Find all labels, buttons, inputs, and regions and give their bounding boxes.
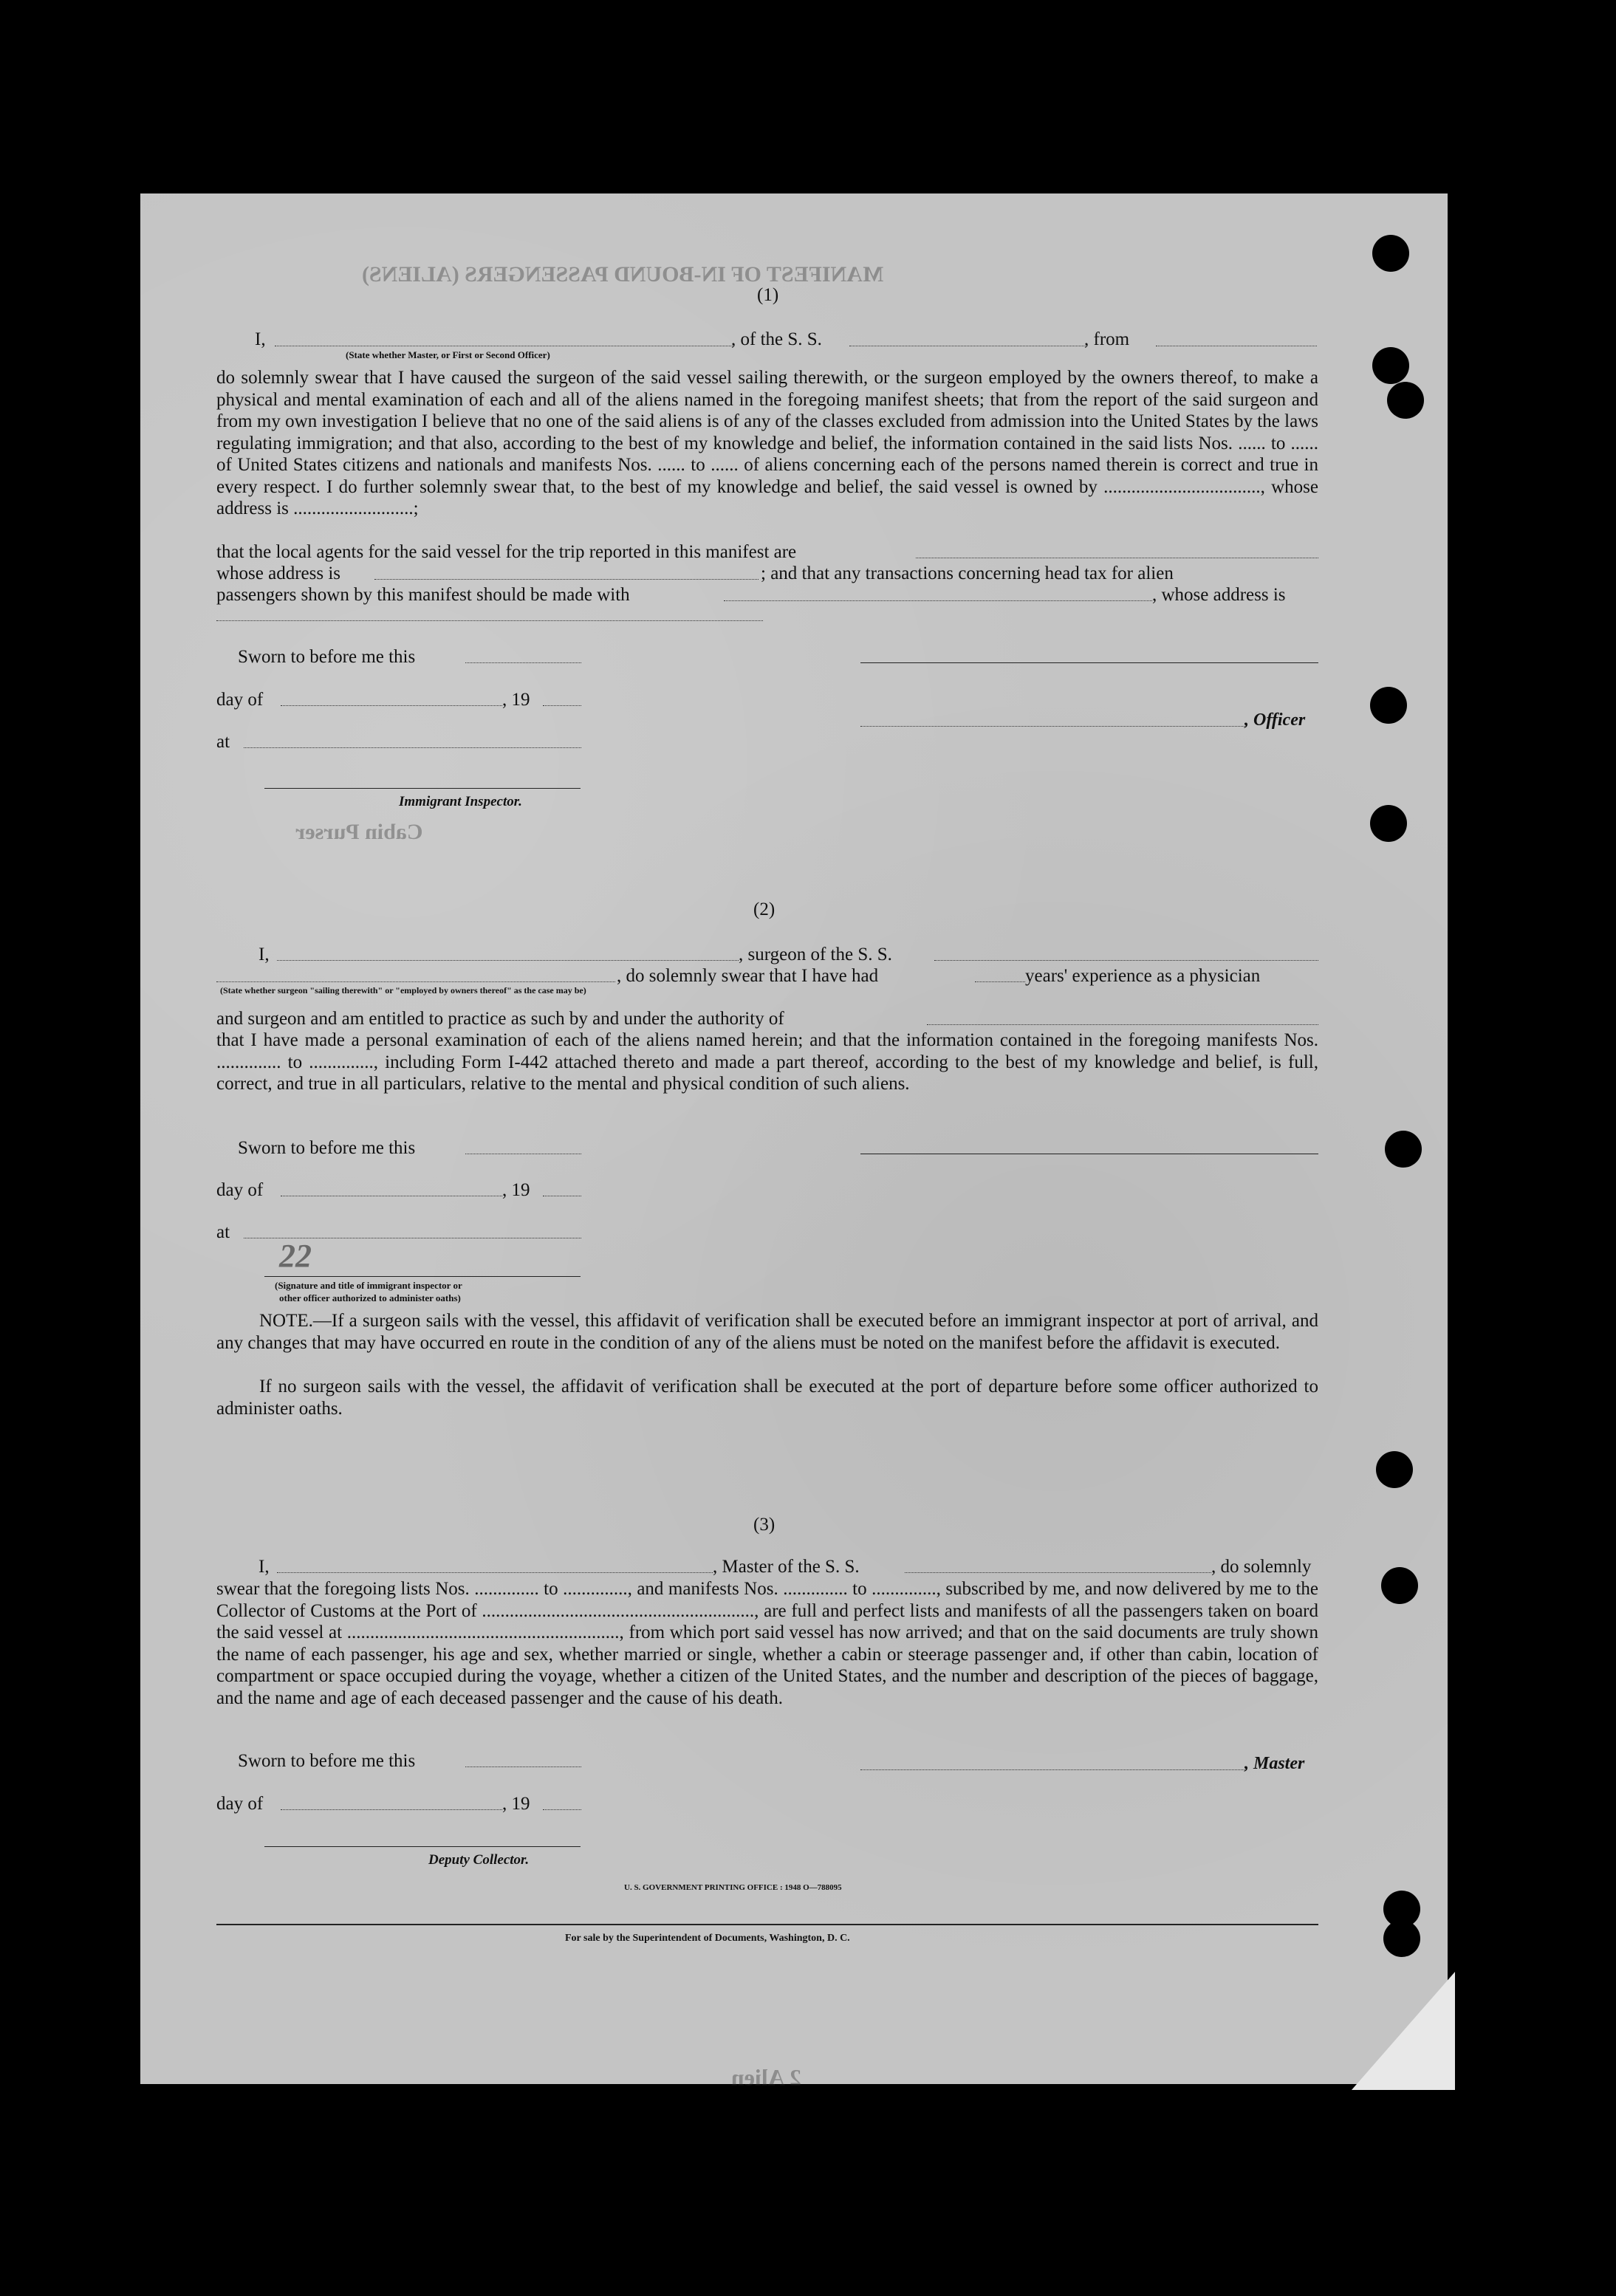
at-field [244,747,581,748]
year-label-3: , 19 [502,1794,530,1814]
master-signature-field [860,1769,1244,1770]
day-of-label: day of [216,690,264,710]
head-tax-contact-field [724,600,1152,601]
year-field-3 [543,1809,581,1810]
inspector-signature-line [264,788,581,789]
master-intro: I, [259,1557,270,1577]
immigrant-inspector-title: Immigrant Inspector. [399,794,522,809]
punch-hole [1372,347,1409,384]
deputy-collector-title: Deputy Collector. [428,1852,530,1868]
day-of-label-2: day of [216,1180,264,1200]
head-tax-text: ; and that any transactions concerning head tax for alien [761,563,1174,583]
bleed-through-number: 2 Alien [731,2064,802,2091]
head-tax-contact-label: passengers shown by this manifest should be made with [216,585,630,605]
solemnly-label: , do solemnly [1211,1557,1312,1577]
surgeon-vessel-field [934,960,1318,961]
footer-rule [216,1924,1318,1925]
punch-hole [1383,1920,1420,1957]
punch-hole [1370,805,1407,842]
surgeon-intro: I, [259,945,270,964]
punch-hole [1376,1451,1413,1488]
section-2-oath-text: that I have made a personal examination of each of the aliens named herein; and that the information contained in the foregoing manifests Nos. .............. to .............., including Form I-442 attached thereto and made a part thereof, according to the best of my knowledge and belief, is full, correct, and true in all particulars, relative to the mental and physical condition of such aliens. [216,1030,1318,1094]
signature-note-line-2: other officer authorized to administer oaths) [279,1292,461,1303]
officer-signature-line [860,662,1318,663]
vessel-label: , of the S. S. [731,329,822,349]
officer-intro: I, [255,329,266,349]
surgeon-type-note: (State whether surgeon "sailing therewith" or "employed by owners thereof" as the case may be) [220,985,586,995]
section-1-heading: (1) [757,285,779,305]
authority-label: and surgeon and am entitled to practice as such by and under the authority of [216,1009,784,1029]
officer-title: , Officer [1244,710,1306,730]
gpo-imprint: U. S. GOVERNMENT PRINTING OFFICE : 1948 O—788095 [624,1883,842,1892]
master-vessel-field [905,1572,1211,1573]
bleed-through-purser: Cabin Purser [295,820,423,844]
contact-address-label: , whose address is [1152,585,1286,605]
sworn-label-3: Sworn to before me this [238,1751,416,1771]
officer-title-note: (State whether Master, or First or Second Officer) [346,349,550,360]
at-label: at [216,732,230,752]
sworn-field [465,662,581,663]
contact-address-field [216,620,763,621]
surgeon-type-field [216,981,615,982]
authority-field [927,1024,1318,1025]
local-agents-label: that the local agents for the said vessel for the trip reported in this manifest are [216,542,797,562]
no-surgeon-note: If no surgeon sails with the vessel, the affidavit of verification shall be executed at the port of departure before some officer authorized to administer oaths. [216,1377,1318,1419]
oath-officer-signature-line [264,1276,581,1277]
surgeon-vessel-label: , surgeon of the S. S. [739,945,892,964]
punch-hole [1385,1131,1422,1168]
day-of-label-3: day of [216,1794,264,1814]
master-vessel-label: , Master of the S. S. [713,1557,860,1577]
from-label: , from [1084,329,1130,349]
day-of-field [281,705,502,706]
surgeon-swear-text: , do solemnly swear that I have had [617,966,879,986]
agent-address-label: whose address is [216,563,341,583]
punch-hole [1387,382,1424,419]
sale-notice: For sale by the Superintendent of Documents, Washington, D. C. [565,1933,850,1944]
punch-hole [1370,687,1407,724]
master-name-field [277,1572,713,1573]
year-field [543,705,581,706]
punch-hole [1381,1567,1418,1604]
agent-address-field [374,579,759,580]
signature-note-line-1: (Signature and title of immigrant inspector or [275,1280,462,1291]
stamped-number: 22 [279,1238,312,1274]
surgeon-note: NOTE.—If a surgeon sails with the vessel, this affidavit of verification shall be executed before an immigrant inspector at port of arrival, and any changes that may have occurred en route in the condition of any of the aliens must be noted on the manifest before the affidavit is executed. [216,1311,1318,1353]
master-title: , Master [1244,1754,1305,1773]
deputy-signature-line [264,1846,581,1847]
surgeon-name-field [277,960,739,961]
section-1-oath-text: do solemnly swear that I have caused the surgeon of the said vessel sailing therewith, or the surgeon employed by the owners thereof, to make a physical and mental examination of each and all of the aliens named in the foregoing manifest sheets; that from the report of the said surgeon and from my own investigation I believe that no one of the said aliens is of any of the classes excluded from admission into the United States by the laws regulating immigration; and that also, according to the best of my knowledge and belief, the information contained in the said lists Nos. ...... to ...... of United States citizens and nationals and manifests Nos. ...... to ...... of aliens concerning each of the persons named therein is correct and true in every respect. I do further solemnly swear that, to the best of my knowledge and belief, the said vessel is owned by .................................., whose address is ..........................; [216,368,1318,518]
section-3-oath-text: swear that the foregoing lists Nos. .............. to .............., and manifests Nos. .............. to .............., subscribed by me, and now delivered by me to the Collector of Customs at the Port of ..........................................................., are full and perfect lists and manifests of all the passengers taken on board the said vessel at ..........................................................., from which port said vessel has now arrived; and that on the said documents are truly shown the name of each passenger, his age and sex, whether married or single, whether a cabin or steerage passenger and, if other than cabin, location of compartment or space occupied during the voyage, whether a citizen of the United States, and the number and description of the pieces of baggage, and the name and age of each deceased passenger and the cause of his death. [216,1579,1318,1708]
section-3-heading: (3) [753,1515,776,1535]
sworn-field-3 [465,1766,581,1767]
section-2-heading: (2) [753,899,776,919]
bleed-through-header: MANIFEST OF IN-BOUND PASSENGERS (ALIENS) [362,262,884,287]
sworn-label-2: Sworn to before me this [238,1138,416,1158]
years-experience-field [975,981,1025,982]
year-label: , 19 [502,690,530,710]
officer-field [860,726,1244,727]
year-label-2: , 19 [502,1180,530,1200]
day-of-field-3 [281,1809,502,1810]
punch-hole [1372,235,1409,272]
at-label-2: at [216,1222,230,1242]
years-experience-label: years' experience as a physician [1025,966,1261,986]
sworn-label: Sworn to before me this [238,647,416,667]
